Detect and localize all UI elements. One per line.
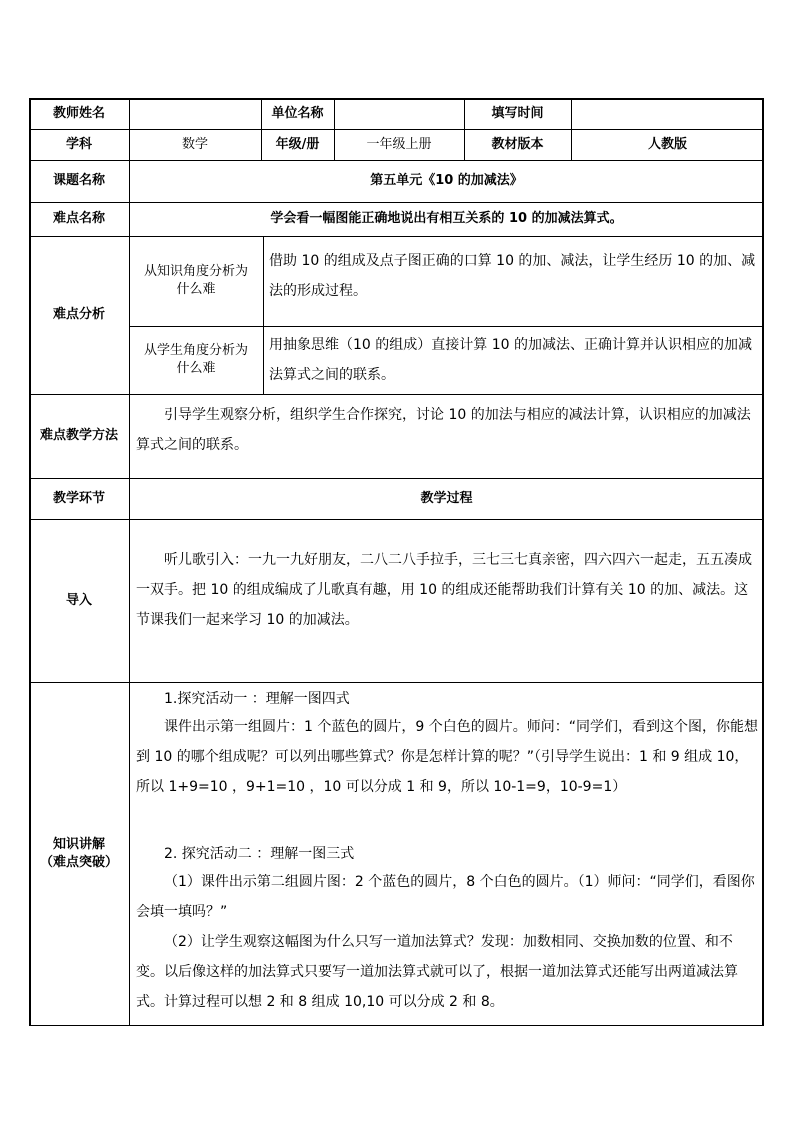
edition-value: 人教版 <box>647 136 687 152</box>
knowledge-angle-text: 借助 10 的组成及点子图正确的口算 10 的加、减法，让学生经历 10 的加、减法的形成过程。 <box>269 253 756 299</box>
row-divider <box>29 682 764 683</box>
teacher-name-value[interactable] <box>129 98 261 129</box>
row-divider <box>29 519 764 520</box>
intro-text: 听儿歌引入：一九一九好朋友，二八二八手拉手，三七三七真亲密，四六四六一起走，五五凑成一双手。把 10 的组成编成了儿歌真有趣，用 10 的组成还能帮助我们计算有关 10 的加、减法。这节课我们一起来学习 10 的加减法。 <box>136 552 752 628</box>
fill-time-label: 填写时间 <box>491 105 544 121</box>
topic-value: 第五单元《10 的加减法》 <box>370 173 523 188</box>
subject-value: 数学 <box>181 136 208 152</box>
grade-label: 年级/册 <box>275 136 320 152</box>
method-label: 难点教学方法 <box>39 428 118 443</box>
row-divider <box>29 394 764 395</box>
fill-time-value[interactable] <box>571 98 764 129</box>
knowledge-p2: 课件出示第一组圆片：1 个蓝色的圆片，9 个白色的圆片。师问：“同学们，看到这个图，你能想到 10 的哪个组成呢？可以列出哪些算式？你是怎样计算的呢？”（引导学生说出：1 和 9 组成 10，所以 1+9=10 ，9+1=10 ，10 可以分成 1 和 9，所以 10-1=9，10-9=1） <box>136 719 758 795</box>
table-right-border <box>762 98 764 1026</box>
knowledge-p3: 2. 探究活动二 ：理解一图三式 <box>164 846 355 862</box>
subject-label: 学科 <box>65 136 92 152</box>
method-text: 引导学生观察分析，组织学生合作探究，讨论 10 的加法与相应的减法计算，认识相应的加减法算式之间的联系。 <box>136 407 751 453</box>
intro-label: 导入 <box>65 592 92 608</box>
knowledge-label-line1: 知识讲解 <box>52 837 105 852</box>
difficulty-value: 学会看一幅图能正确地说出有相互关系的 10 的加减法算式。 <box>270 211 623 226</box>
knowledge-p1: 1.探究活动一 ：理解一图四式 <box>164 691 350 707</box>
unit-name-value[interactable] <box>334 98 464 129</box>
knowledge-label-line2: （难点突破） <box>39 855 118 870</box>
column-divider <box>263 236 264 394</box>
lesson-plan-page <box>29 98 764 1026</box>
unit-name-label: 单位名称 <box>271 105 324 121</box>
knowledge-label <box>29 682 129 1026</box>
edition-label: 教材版本 <box>491 136 544 152</box>
table-bottom-border <box>29 1025 764 1026</box>
stage-header: 教学环节 <box>52 490 105 506</box>
knowledge-p4: （1）课件出示第二组圆片图：2 个蓝色的圆片，8 个白色的圆片。（1）师问：“同学们，看图你会填一填吗？” <box>136 874 755 920</box>
student-angle-label: 从学生角度分析为什么难 <box>143 343 248 376</box>
knowledge-angle-label: 从知识角度分析为什么难 <box>143 264 248 297</box>
lesson-plan-table <box>29 98 764 1026</box>
student-angle-text: 用抽象思维（10 的组成）直接计算 10 的加减法、正确计算并认识相应的加减法算式之间的联系。 <box>269 337 752 383</box>
grade-value: 一年级上册 <box>366 136 432 152</box>
difficulty-label: 难点名称 <box>52 211 105 226</box>
process-header: 教学过程 <box>420 490 473 506</box>
teacher-name-label: 教师姓名 <box>52 105 105 121</box>
knowledge-p5: （2）让学生观察这幅图为什么只写一道加法算式？发现：加数相同、交换加数的位置、和不变。以后像这样的加法算式只要写一道加法算式就可以了，根据一道加法算式还能写出两道减法算式。计算过程可以想 2 和 8 组成 10,10 可以分成 2 和 8。 <box>136 934 738 1010</box>
topic-label: 课题名称 <box>52 173 105 188</box>
analysis-label: 难点分析 <box>52 307 105 322</box>
